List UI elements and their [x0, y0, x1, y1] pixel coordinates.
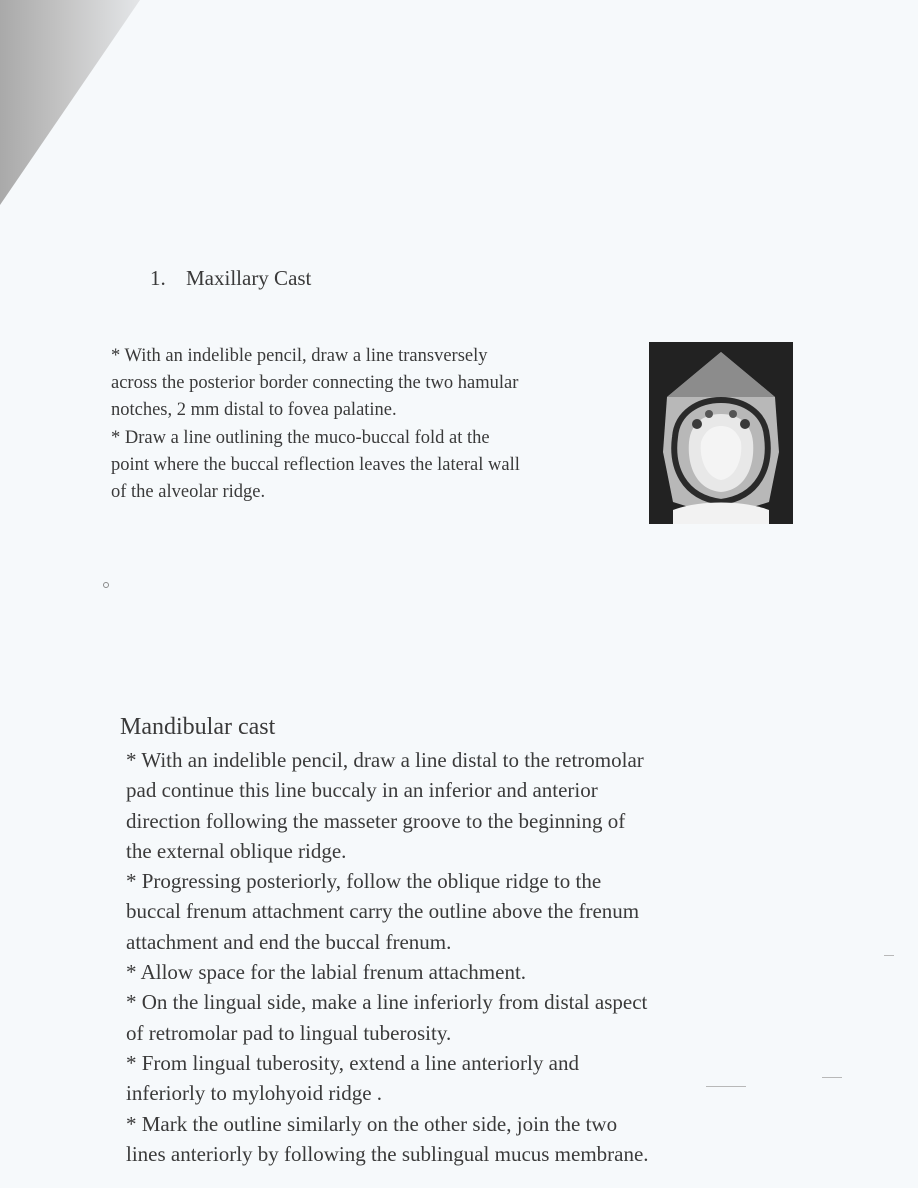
text-line: the external oblique ridge.: [126, 838, 347, 863]
text-line: * Draw a line outlining the muco-buccal fold at the: [111, 427, 490, 448]
maxillary-heading: [150, 264, 311, 292]
text-line: direction following the masseter groove to the beginning of: [126, 808, 626, 833]
mandibular-title: Mandibular cast: [120, 714, 276, 740]
maxillary-cast-photo: [649, 342, 793, 524]
text-line: buccal frenum attachment carry the outline above the frenum: [126, 899, 640, 924]
text-line: * Mark the outline similarly on the other side, join the two: [126, 1111, 618, 1136]
text-line: * With an indelible pencil, draw a line distal to the retromolar: [126, 748, 644, 772]
text-line: point where the buccal reflection leaves the lateral wall: [111, 454, 520, 475]
text-line: * Allow space for the labial frenum attachment.: [126, 960, 527, 985]
text-line: * With an indelible pencil, draw a line transversely: [111, 346, 488, 366]
text-line: attachment and end the buccal frenum.: [126, 929, 452, 954]
scan-corner-shadow: [0, 0, 140, 205]
mandibular-instructions: [126, 745, 786, 1169]
text-line: notches, 2 mm distal to fovea palatine.: [111, 400, 397, 421]
scan-mark: [706, 1086, 746, 1087]
text-line: of the alveolar ridge.: [111, 482, 266, 503]
scan-mark: [884, 955, 894, 956]
scan-speck: [103, 582, 109, 588]
text-line: * Progressing posteriorly, follow the oblique ridge to the: [126, 869, 602, 894]
text-line: of retromolar pad to lingual tuberosity.: [126, 1020, 452, 1045]
scan-mark: [822, 1077, 842, 1078]
text-line: * From lingual tuberosity, extend a line anteriorly and: [126, 1050, 579, 1075]
text-line: lines anteriorly by following the sublingual mucus membrane.: [126, 1141, 649, 1166]
section-number: 1.: [150, 266, 166, 290]
maxillary-title: Maxillary Cast: [186, 266, 312, 290]
text-line: pad continue this line buccaly in an inferior and anterior: [126, 778, 598, 803]
maxillary-instructions: [111, 343, 631, 506]
text-line: across the posterior border connecting the two hamular: [111, 373, 519, 394]
text-line: inferiorly to mylohyoid ridge .: [126, 1081, 383, 1106]
text-line: * On the lingual side, make a line inferiorly from distal aspect: [126, 990, 648, 1015]
